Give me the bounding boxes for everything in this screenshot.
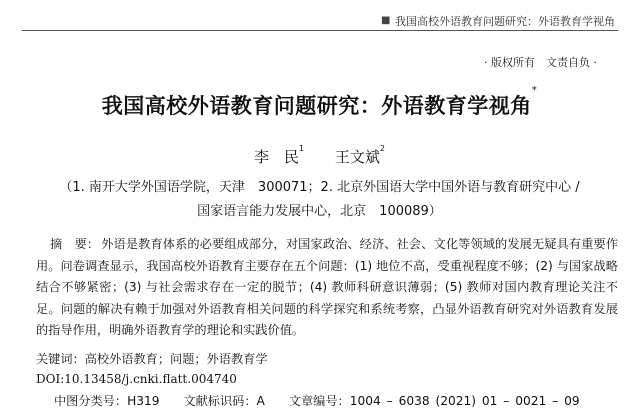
author-name: 李 民 bbox=[254, 148, 300, 166]
paper-title-text: 我国高校外语教育问题研究：外语教育学视角 bbox=[101, 94, 532, 118]
running-header bbox=[0, 0, 639, 34]
author-affiliation-mark: 2 bbox=[379, 144, 385, 153]
title-footnote-mark: * bbox=[531, 85, 538, 96]
affiliation-line-1: （1. 南开大学外国语学院，天津 300071；2. 北京外国语大学中国外语与教育研究中心 / bbox=[59, 180, 580, 195]
abstract bbox=[36, 234, 618, 342]
author-name: 王文斌 bbox=[334, 148, 380, 166]
article-number: 文章编号：1004 – 6038 (2021) 01 – 0021 – 09 bbox=[288, 394, 580, 408]
doi: DOI:10.13458/j.cnki.flatt.004740 bbox=[36, 372, 237, 386]
author-affiliation-mark: 1 bbox=[299, 144, 305, 153]
author-line bbox=[0, 146, 639, 167]
keywords: 关键词：高校外语教育；问题；外语教育学 bbox=[36, 352, 268, 366]
abstract-label: 摘 要： bbox=[50, 237, 100, 251]
document-code: 文献标识码：A bbox=[183, 394, 265, 408]
affiliation-line-2: 国家语言能力发展中心，北京 100089） bbox=[197, 204, 442, 219]
clc-number: 中图分类号：H319 bbox=[54, 394, 160, 408]
running-header-text: 我国高校外语教育问题研究：外语教育学视角 bbox=[395, 15, 615, 28]
author-1 bbox=[254, 146, 304, 167]
header-square-icon: ■ bbox=[381, 15, 391, 26]
classification-line bbox=[54, 392, 580, 409]
copyright-notice: · 版权所有 文责自负 · bbox=[484, 56, 597, 69]
author-2 bbox=[335, 146, 385, 167]
paper-title bbox=[0, 85, 639, 120]
header-rule bbox=[22, 30, 618, 31]
abstract-text: 外语是教育体系的必要组成部分，对国家政治、经济、社会、文化等领域的发展无疑具有重要作用。问卷调查显示，我国高校外语教育主要存在五个问题：(1) 地位不高，受重视程度不够；(2) 与国家战略结合不够紧密；(3) 与社会需求存在一定的脱节；(4) 教师科研意识薄弱；(5) 教师对国内教育理论关注不足。问题的解决有赖于加强对外语教育相关问题的科学探究和系统考察，凸显外语教育研究对外语教育发展的指导作用，明确外语教育学的理论和实践价值。 bbox=[36, 237, 619, 337]
